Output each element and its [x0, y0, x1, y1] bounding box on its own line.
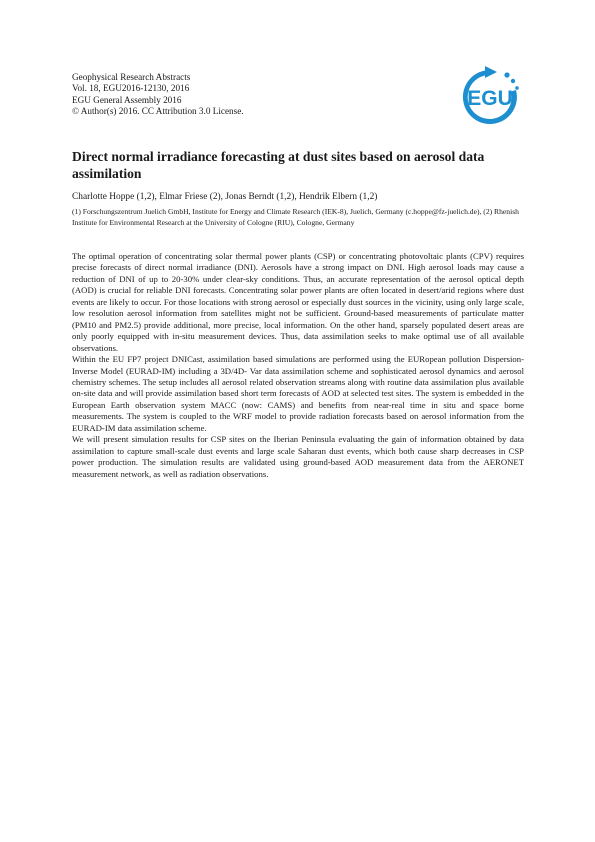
license-notice: © Author(s) 2016. CC Attribution 3.0 License.: [72, 105, 244, 116]
affiliations: (1) Forschungszentrum Juelich GmbH, Institute for Energy and Climate Research (IEK-8), Juelich, Germany (c.hoppe@fz-juelich.de), (2) Rhenish Institute for Environmental Research at the University of Cologne (RIU), Cologne, Germany: [72, 207, 519, 228]
logo-text: EGU: [467, 87, 513, 110]
assembly-name: EGU General Assembly 2016: [72, 94, 182, 105]
journal-name: Geophysical Research Abstracts: [72, 72, 191, 82]
egu-logo: [455, 66, 525, 124]
logo-dot: [511, 79, 515, 83]
abstract-paragraph: Within the EU FP7 project DNICast, assimilation based simulations are performed using the EURopean pollution Dispersion-Inverse Model (EURAD-IM) including a 3D/4D- Var data assimilation scheme and sophisticated aerosol dynamics and aerosol chemistry schemes. The setup includes all aerosol related observation streams along with routine data assimilation plus available on-site data and will provide assimilation based short term forecasts of AOD at selected test sites. The system is embedded in the European Earth observation system MACC (now: CAMS) and benefits from near-real time in situ and space borne measurements. The system is coupled to the WRF model to provide radiation forecasts based on aerosol information from the EURAD-IM data assimilation scheme.: [72, 354, 524, 433]
logo-dot: [515, 86, 519, 90]
paper-title: Direct normal irradiance forecasting at dust sites based on aerosol data assimilation: [72, 149, 485, 181]
logo-dot: [504, 72, 509, 77]
abstract-paragraph: We will present simulation results for CSP sites on the Iberian Peninsula evaluating the gain of information obtained by data assimilation to capture small-scale dust events and large scale Saharan dust events, which both cause sharp decreases in CSP power production. The simulation results are validated using ground-based AOD measurement data from the AERONET measurement network, as well as radiation observations.: [72, 434, 524, 479]
abstract-paragraph: The optimal operation of concentrating solar thermal power plants (CSP) or concentrating photovoltaic plants (CPV) requires precise forecasts of direct normal irradiance (DNI). Aerosols have a strong impact on DNI. High aerosol loads may cause a reduction of DNI of up to 20-30% under clear-sky conditions. Thus, an accurate representation of the aerosol optical depth (AOD) is crucial for reliable DNI forecasts. Concentrating solar power plants are often located in desert/arid regions where dust events are likely to occur. For those locations with strong aerosol or especially dust sources in the vicinity, using only large scale, low resolution aerosol information from satellites might not be sufficient. Ground-based measurements of particulate matter (PM10 and PM2.5) provide additional, more precise, local information. On the other hand, sparsely populated desert areas are only poorly equipped with in-situ measurement devices. Thus, data assimilation seeks to make optimal use of all available observations.: [72, 251, 524, 353]
abstract-body: [72, 251, 524, 480]
author-list: Charlotte Hoppe (1,2), Elmar Friese (2), Jonas Berndt (1,2), Hendrik Elbern (1,2): [72, 192, 378, 202]
logo-arrow-head: [485, 66, 497, 78]
abstract-header: [72, 72, 372, 117]
volume-info: Vol. 18, EGU2016-12130, 2016: [72, 83, 190, 94]
